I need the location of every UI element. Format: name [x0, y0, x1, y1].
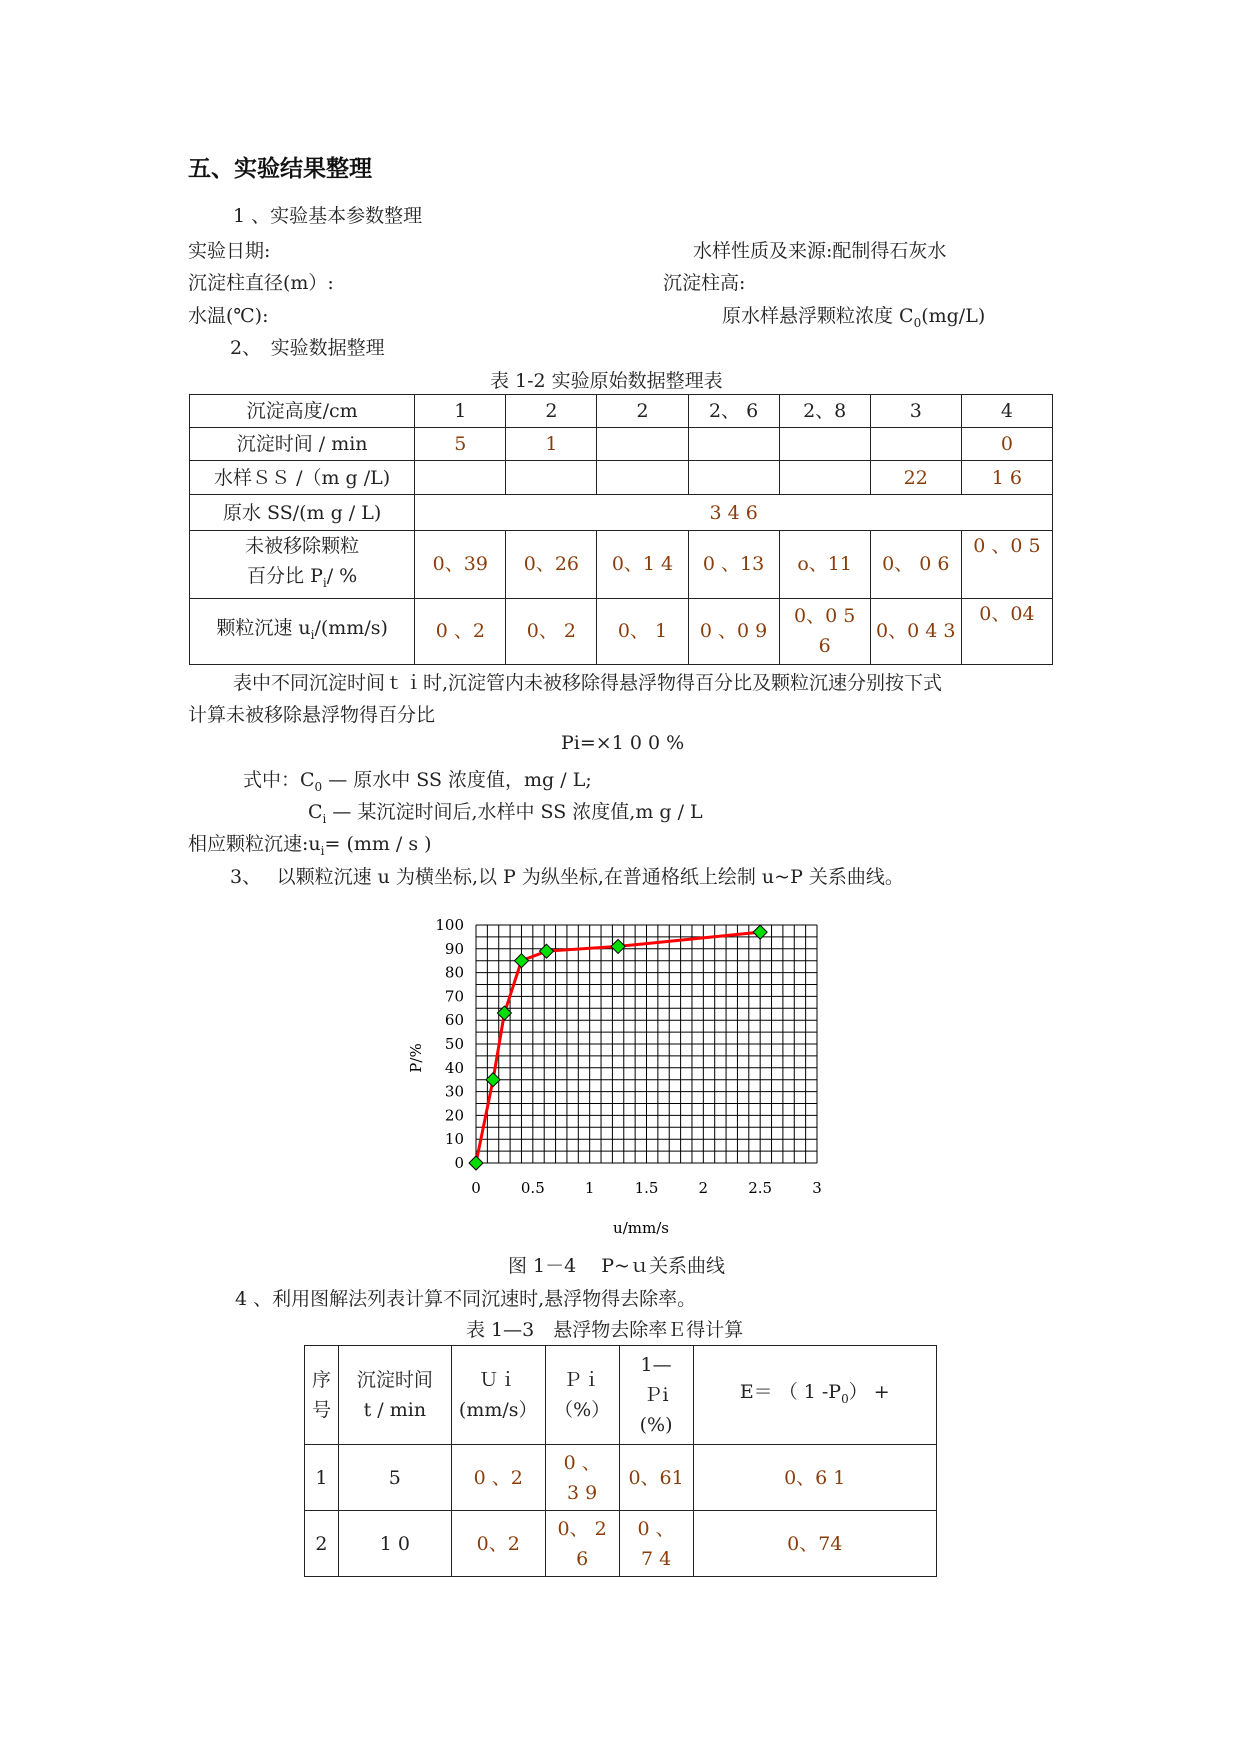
- paragraph: 计算未被移除悬浮物得百分比: [188, 704, 436, 726]
- y-tick-label: 0: [454, 1154, 464, 1172]
- row-label: 未被移除颗粒 百分比 $P_i/$ %: [190, 531, 415, 599]
- param-water: 水样性质及来源:配制得石灰水: [693, 240, 947, 262]
- x-tick-label: 1.5: [634, 1179, 659, 1197]
- data-point-marker: [514, 954, 528, 968]
- header-seq: 序号: [305, 1346, 339, 1445]
- ss-cell: 22: [870, 461, 961, 495]
- section-title: 五、实验结果整理: [188, 156, 372, 182]
- param-diameter: 沉淀柱直径(m）:: [188, 272, 334, 294]
- height-cell: 3: [870, 395, 961, 428]
- header-p: Ｐｉ （%）: [545, 1346, 619, 1445]
- y-axis-label: P/%: [407, 1043, 425, 1073]
- y-tick-label: 10: [444, 1130, 464, 1149]
- time-cell: 0: [961, 428, 1052, 461]
- q-cell: 0、61: [619, 1445, 693, 1511]
- y-tick-label: 30: [444, 1082, 464, 1101]
- u-cell: 0、0 4 3: [870, 598, 961, 664]
- time-cell: 5: [415, 428, 506, 461]
- figure-caption: 图 1－4 P~ｕ关系曲线: [508, 1255, 725, 1277]
- u-cell: 0 、2: [415, 598, 506, 664]
- height-cell: 2、8: [779, 395, 870, 428]
- param-height: 沉淀柱高:: [663, 272, 746, 294]
- y-tick-label: 20: [444, 1106, 464, 1125]
- table1-caption: 表 1-2 实验原始数据整理表: [490, 370, 723, 392]
- x-tick-label: 2: [698, 1179, 709, 1197]
- subheading-1: 1 、实验基本参数整理: [233, 205, 423, 227]
- subheading-3: 3、 以颗粒沉速 u 为横坐标,以 P 为纵坐标,在普通格纸上绘制 u~P 关系曲线。: [230, 866, 904, 888]
- x-tick-label: 1: [584, 1179, 595, 1197]
- y-tick-label: 60: [444, 1011, 464, 1030]
- seq-cell: 2: [305, 1511, 339, 1577]
- height-cell: 2: [506, 395, 597, 428]
- u-cell: 0、0 5 6: [779, 598, 870, 664]
- p-cell: 0、 2 6: [545, 1511, 619, 1577]
- height-cell: 2、 6: [688, 395, 779, 428]
- height-cell: 2: [597, 395, 688, 428]
- data-point-marker: [469, 1156, 483, 1170]
- x-tick-label: 0.5: [520, 1179, 545, 1197]
- p-cell: 0 、 3 9: [545, 1445, 619, 1511]
- u-cell: 0 、0 9: [688, 598, 779, 664]
- param-date: 实验日期:: [188, 240, 271, 262]
- x-tick-label: 0: [471, 1179, 481, 1197]
- q-cell: 0 、 7 4: [619, 1511, 693, 1577]
- formula-legend: 式中：$C_0$ — 原水中 SS 浓度值，mg / L;: [243, 769, 592, 794]
- pi-cell: 0、26: [506, 531, 597, 599]
- paragraph: 表中不同沉淀时间ｔｉ时,沉淀管内未被移除得悬浮物得百分比及颗粒沉速分别按下式: [233, 672, 943, 694]
- pi-cell: 0 、13: [688, 531, 779, 599]
- y-tick-label: 50: [444, 1035, 464, 1053]
- curve-line: [476, 932, 760, 1163]
- row-label: 颗粒沉速 $u_i/(mm/s)$: [190, 598, 415, 664]
- pi-cell: o、11: [779, 531, 870, 599]
- height-cell: 1: [415, 395, 506, 428]
- raw-ss-value: 3 4 6: [415, 495, 1053, 531]
- x-tick-label: 3: [812, 1179, 822, 1197]
- pi-cell: 0、1 4: [597, 531, 688, 599]
- pi-cell: 0、39: [415, 531, 506, 599]
- height-cell: 4: [961, 395, 1052, 428]
- y-tick-label: 100: [435, 916, 464, 934]
- row-label: 水样ＳＳ /（m g /L): [190, 461, 415, 495]
- x-tick-label: 2.5: [748, 1179, 773, 1197]
- removal-rate-table: [304, 1345, 937, 1577]
- time-cell: 5: [338, 1445, 451, 1511]
- u-cell: 0、2: [451, 1511, 545, 1577]
- table-row: [305, 1445, 937, 1511]
- data-point-marker: [539, 944, 553, 958]
- formula: Pi=×1 0 0 %: [561, 732, 685, 754]
- time-cell: 1 0: [338, 1511, 451, 1577]
- time-cell: 1: [506, 428, 597, 461]
- pi-cell: 0、 0 6: [870, 531, 961, 599]
- u-cell: 0、04: [961, 598, 1052, 664]
- y-tick-label: 70: [444, 987, 464, 1006]
- y-tick-label: 40: [444, 1058, 464, 1077]
- row-label: 沉淀高度/cm: [190, 395, 415, 428]
- x-axis-label: u/mm/s: [613, 1219, 669, 1237]
- table2-caption: 表 1—3 悬浮物去除率Ｅ得计算: [466, 1319, 744, 1341]
- header-u: Ｕｉ (mm/s）: [451, 1346, 545, 1445]
- data-point-marker: [611, 939, 625, 953]
- table-row: [305, 1511, 937, 1577]
- header-e: E＝ （ 1 $-P_0$） +: [693, 1346, 936, 1445]
- u-cell: 0、 1: [597, 598, 688, 664]
- subheading-4: 4 、利用图解法列表计算不同沉速时,悬浮物得去除率。: [235, 1288, 697, 1310]
- table-row: [305, 1346, 937, 1445]
- ss-cell: 1 6: [961, 461, 1052, 495]
- param-concentration: 原水样悬浮颗粒浓度 $C_0(mg/L)$: [722, 305, 986, 330]
- header-one-minus-p: 1— Ｐi (%): [619, 1346, 693, 1445]
- y-tick-label: 90: [444, 939, 464, 958]
- param-temp: 水温(℃):: [188, 305, 269, 327]
- e-cell: 0、6 1: [693, 1445, 936, 1511]
- y-tick-label: 80: [444, 963, 464, 982]
- pi-cell: 0 、0 5: [961, 531, 1052, 599]
- u-cell: 0、 2: [506, 598, 597, 664]
- row-label: 原水 SS/(m g / L): [190, 495, 415, 531]
- subheading-2: 2、 实验数据整理: [230, 337, 385, 359]
- u-cell: 0 、2: [451, 1445, 545, 1511]
- data-point-marker: [486, 1073, 500, 1087]
- e-cell: 0、74: [693, 1511, 936, 1577]
- speed-formula: 相应颗粒沉速$:u_i= (mm / s$ ): [188, 833, 432, 858]
- seq-cell: 1: [305, 1445, 339, 1511]
- header-time: 沉淀时间 t / min: [338, 1346, 451, 1445]
- formula-legend: $C_i$ — 某沉淀时间后,水样中 SS 浓度值,m g / L: [308, 801, 703, 826]
- row-label: 沉淀时间 / min: [190, 428, 415, 461]
